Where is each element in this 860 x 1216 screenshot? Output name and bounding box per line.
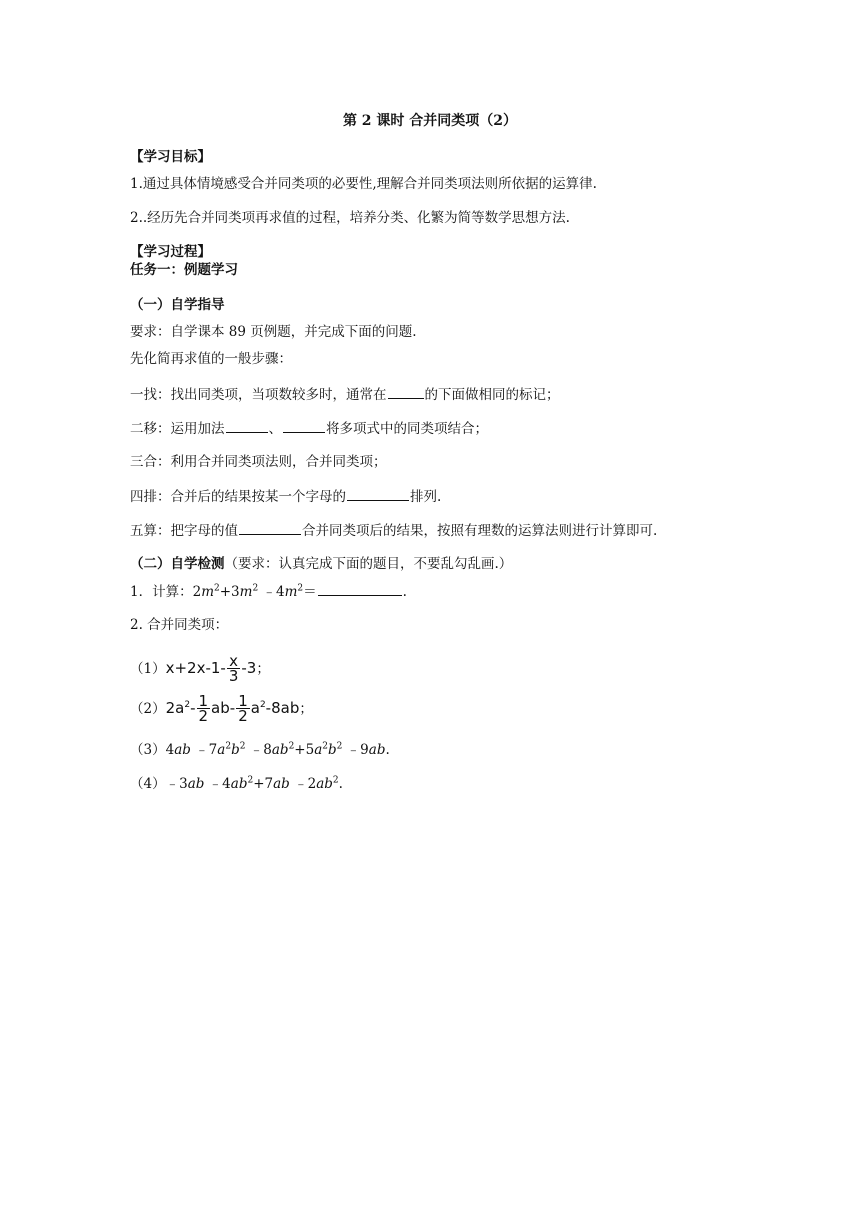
problem-2-expression: $2a^2-$ $\frac{1}{2}$ ab- $\frac{1}{2}$ $a^2-8ab$: [165, 692, 300, 725]
task-heading: 任务一：例题学习: [130, 262, 238, 278]
step-1: [130, 385, 560, 404]
problem-2: [130, 694, 313, 723]
step-5-text-a: 五算：把字母的值: [130, 523, 238, 539]
step-2-blank-2[interactable]: [283, 419, 325, 433]
problem-2-end: ；: [299, 701, 313, 717]
question-1-label: 1．计算：: [130, 584, 193, 600]
step-2-blank-1[interactable]: [226, 419, 268, 433]
fraction-one-half-1: $\frac{1}{2}$: [198, 692, 209, 725]
question-1-expression: $2m^2+3m^2$ $﹣4m^2=$: [192, 583, 317, 600]
step-1-blank[interactable]: [388, 385, 424, 399]
page-title: 第 2 课时 合并同类项（2）: [342, 113, 518, 129]
guide-heading: （一）自学指导: [130, 297, 225, 313]
problem-1-expression: x+2x-1- $\frac{x}{3}$ -3: [165, 652, 257, 685]
question-2-label: 2. 合并同类项：: [130, 617, 229, 633]
step-4-text-b: 排列.: [410, 489, 442, 505]
step-5-blank[interactable]: [239, 521, 301, 535]
question-1-end: .: [402, 584, 407, 600]
objectives-heading: 【学习目标】: [130, 149, 211, 165]
fraction-x-over-3: $\frac{x}{3}$: [228, 652, 239, 685]
problem-4-label: （4）: [130, 776, 166, 792]
problem-4-expression: ﹣3ab $﹣4ab^2+7ab$ $﹣2ab^2$: [165, 775, 339, 792]
step-2-text-b: 将多项式中的同类项结合；: [326, 421, 488, 437]
process-heading: 【学习过程】: [130, 244, 211, 260]
step-3: 三合：利用合并同类项法则，合并同类项；: [130, 454, 387, 470]
step-2: [130, 419, 488, 438]
objective-item-1: 1.通过具体情境感受合并同类项的必要性,理解合并同类项法则所依据的运算律.: [130, 176, 597, 192]
problem-3: [130, 741, 390, 759]
step-2-separator: 、: [268, 421, 282, 437]
problem-3-label: （3）: [130, 742, 166, 758]
step-4: [130, 487, 441, 506]
step-4-text-a: 四排：合并后的结果按某一个字母的: [130, 489, 346, 505]
step-4-blank[interactable]: [347, 487, 409, 501]
step-1-text-a: 一找：找出同类项，当项数较多时，通常在: [130, 387, 387, 403]
step-1-text-b: 的下面做相同的标记；: [424, 387, 560, 403]
check-heading-line: [130, 555, 512, 573]
step-5-text-b: 合并同类项后的结果，按照有理数的运算法则进行计算即可.: [302, 523, 658, 539]
question-1-answer-blank[interactable]: [318, 582, 402, 596]
problem-1-label: （1）: [130, 661, 166, 677]
requirement-text: 要求：自学课本 89 页例题，并完成下面的问题.: [130, 324, 417, 340]
steps-intro: 先化简再求值的一般步骤：: [130, 351, 292, 367]
step-5: [130, 521, 657, 540]
objective-item-2: 2..经历先合并同类项再求值的过程，培养分类、化繁为简等数学思想方法.: [130, 210, 570, 226]
problem-4: [130, 775, 343, 793]
problem-3-end: .: [385, 742, 390, 758]
problem-3-expression: 4ab $﹣7a^2b^2$ $﹣8ab^2+5a^2b^2$ ﹣9ab: [165, 741, 386, 758]
problem-1: [130, 654, 270, 683]
problem-2-label: （2）: [130, 701, 166, 717]
fraction-one-half-2: $\frac{1}{2}$: [238, 692, 248, 725]
check-heading: （二）自学检测: [130, 556, 225, 572]
problem-4-end: .: [338, 776, 343, 792]
question-1: [130, 582, 407, 601]
step-2-text-a: 二移：运用加法: [130, 421, 225, 437]
check-note: （要求：认真完成下面的题目，不要乱勾乱画.）: [224, 556, 513, 572]
problem-1-end: ；: [256, 661, 270, 677]
